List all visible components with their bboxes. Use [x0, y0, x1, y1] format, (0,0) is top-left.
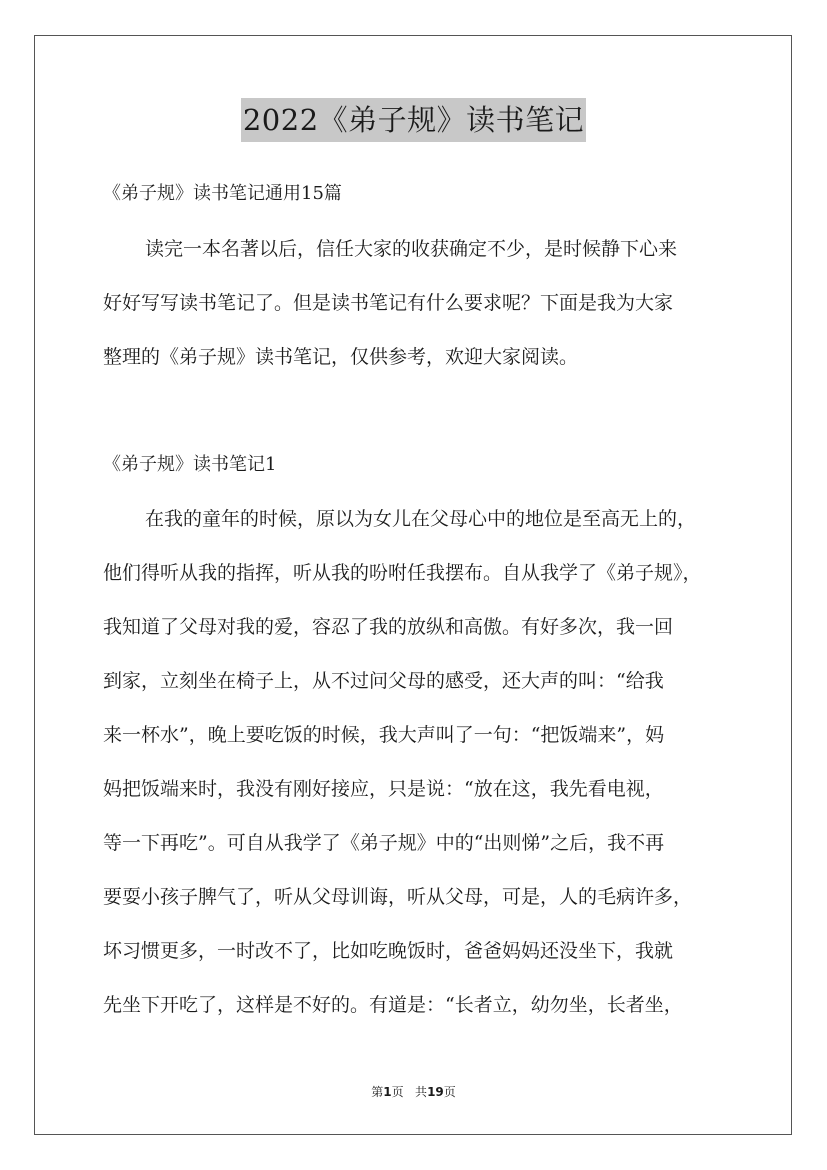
footer-page-prefix: 第 — [371, 1085, 384, 1099]
intro-line-3: 整理的《弟子规》读书笔记，仅供参考，欢迎大家阅读。 — [103, 346, 579, 368]
title-wrapper — [0, 98, 827, 142]
body-line-4: 到家，立刻坐在椅子上，从不过问父母的感受，还大声的叫：“给我 — [103, 670, 664, 692]
footer-total-prefix: 共 — [415, 1085, 428, 1099]
body-line-5: 来一杯水”，晚上要吃饭的时候，我大声叫了一句：“把饭端来”，妈 — [103, 724, 665, 746]
body-line-2: 他们得听从我的指挥，听从我的吩咐任我摆布。自从我学了《弟子规》， — [103, 562, 702, 584]
footer-page-number: 1 — [383, 1085, 392, 1099]
body-line-3: 我知道了父母对我的爱，容忍了我的放纵和高傲。有好多次，我一回 — [103, 616, 674, 638]
body-line-8: 要耍小孩子脾气了，听从父母训诲，听从父母，可是，人的毛病许多， — [103, 886, 693, 908]
intro-line-2: 好好写写读书笔记了。但是读书笔记有什么要求呢？下面是我为大家 — [103, 292, 674, 314]
body-line-6: 妈把饭端来时，我没有刚好接应，只是说：“放在这，我先看电视， — [103, 778, 664, 800]
body-line-10: 先坐下开吃了，这样是不好的。有道是：“长者立，幼勿坐，长者坐， — [103, 994, 683, 1016]
body-line-9: 坏习惯更多，一时改不了，比如吃晚饭时，爸爸妈妈还没坐下，我就 — [103, 940, 674, 962]
body-line-1: 在我的童年的时候，原以为女儿在父母心中的地位是至高无上的， — [145, 508, 697, 530]
page-footer — [0, 1084, 827, 1100]
footer-total-pages: 19 — [427, 1085, 444, 1099]
body-line-7: 等一下再吃”。可自从我学了《弟子规》中的“出则悌”之后，我不再 — [103, 832, 665, 854]
document-subtitle: 《弟子规》读书笔记通用15篇 — [103, 183, 342, 204]
intro-line-1: 读完一本名著以后，信任大家的收获确定不少，是时候静下心来 — [145, 238, 678, 260]
section-heading: 《弟子规》读书笔记1 — [103, 454, 277, 475]
footer-total-suffix: 页 — [443, 1085, 456, 1099]
footer-page-suffix: 页 — [391, 1085, 404, 1099]
document-title: 2022《弟子规》读书笔记 — [241, 98, 586, 142]
